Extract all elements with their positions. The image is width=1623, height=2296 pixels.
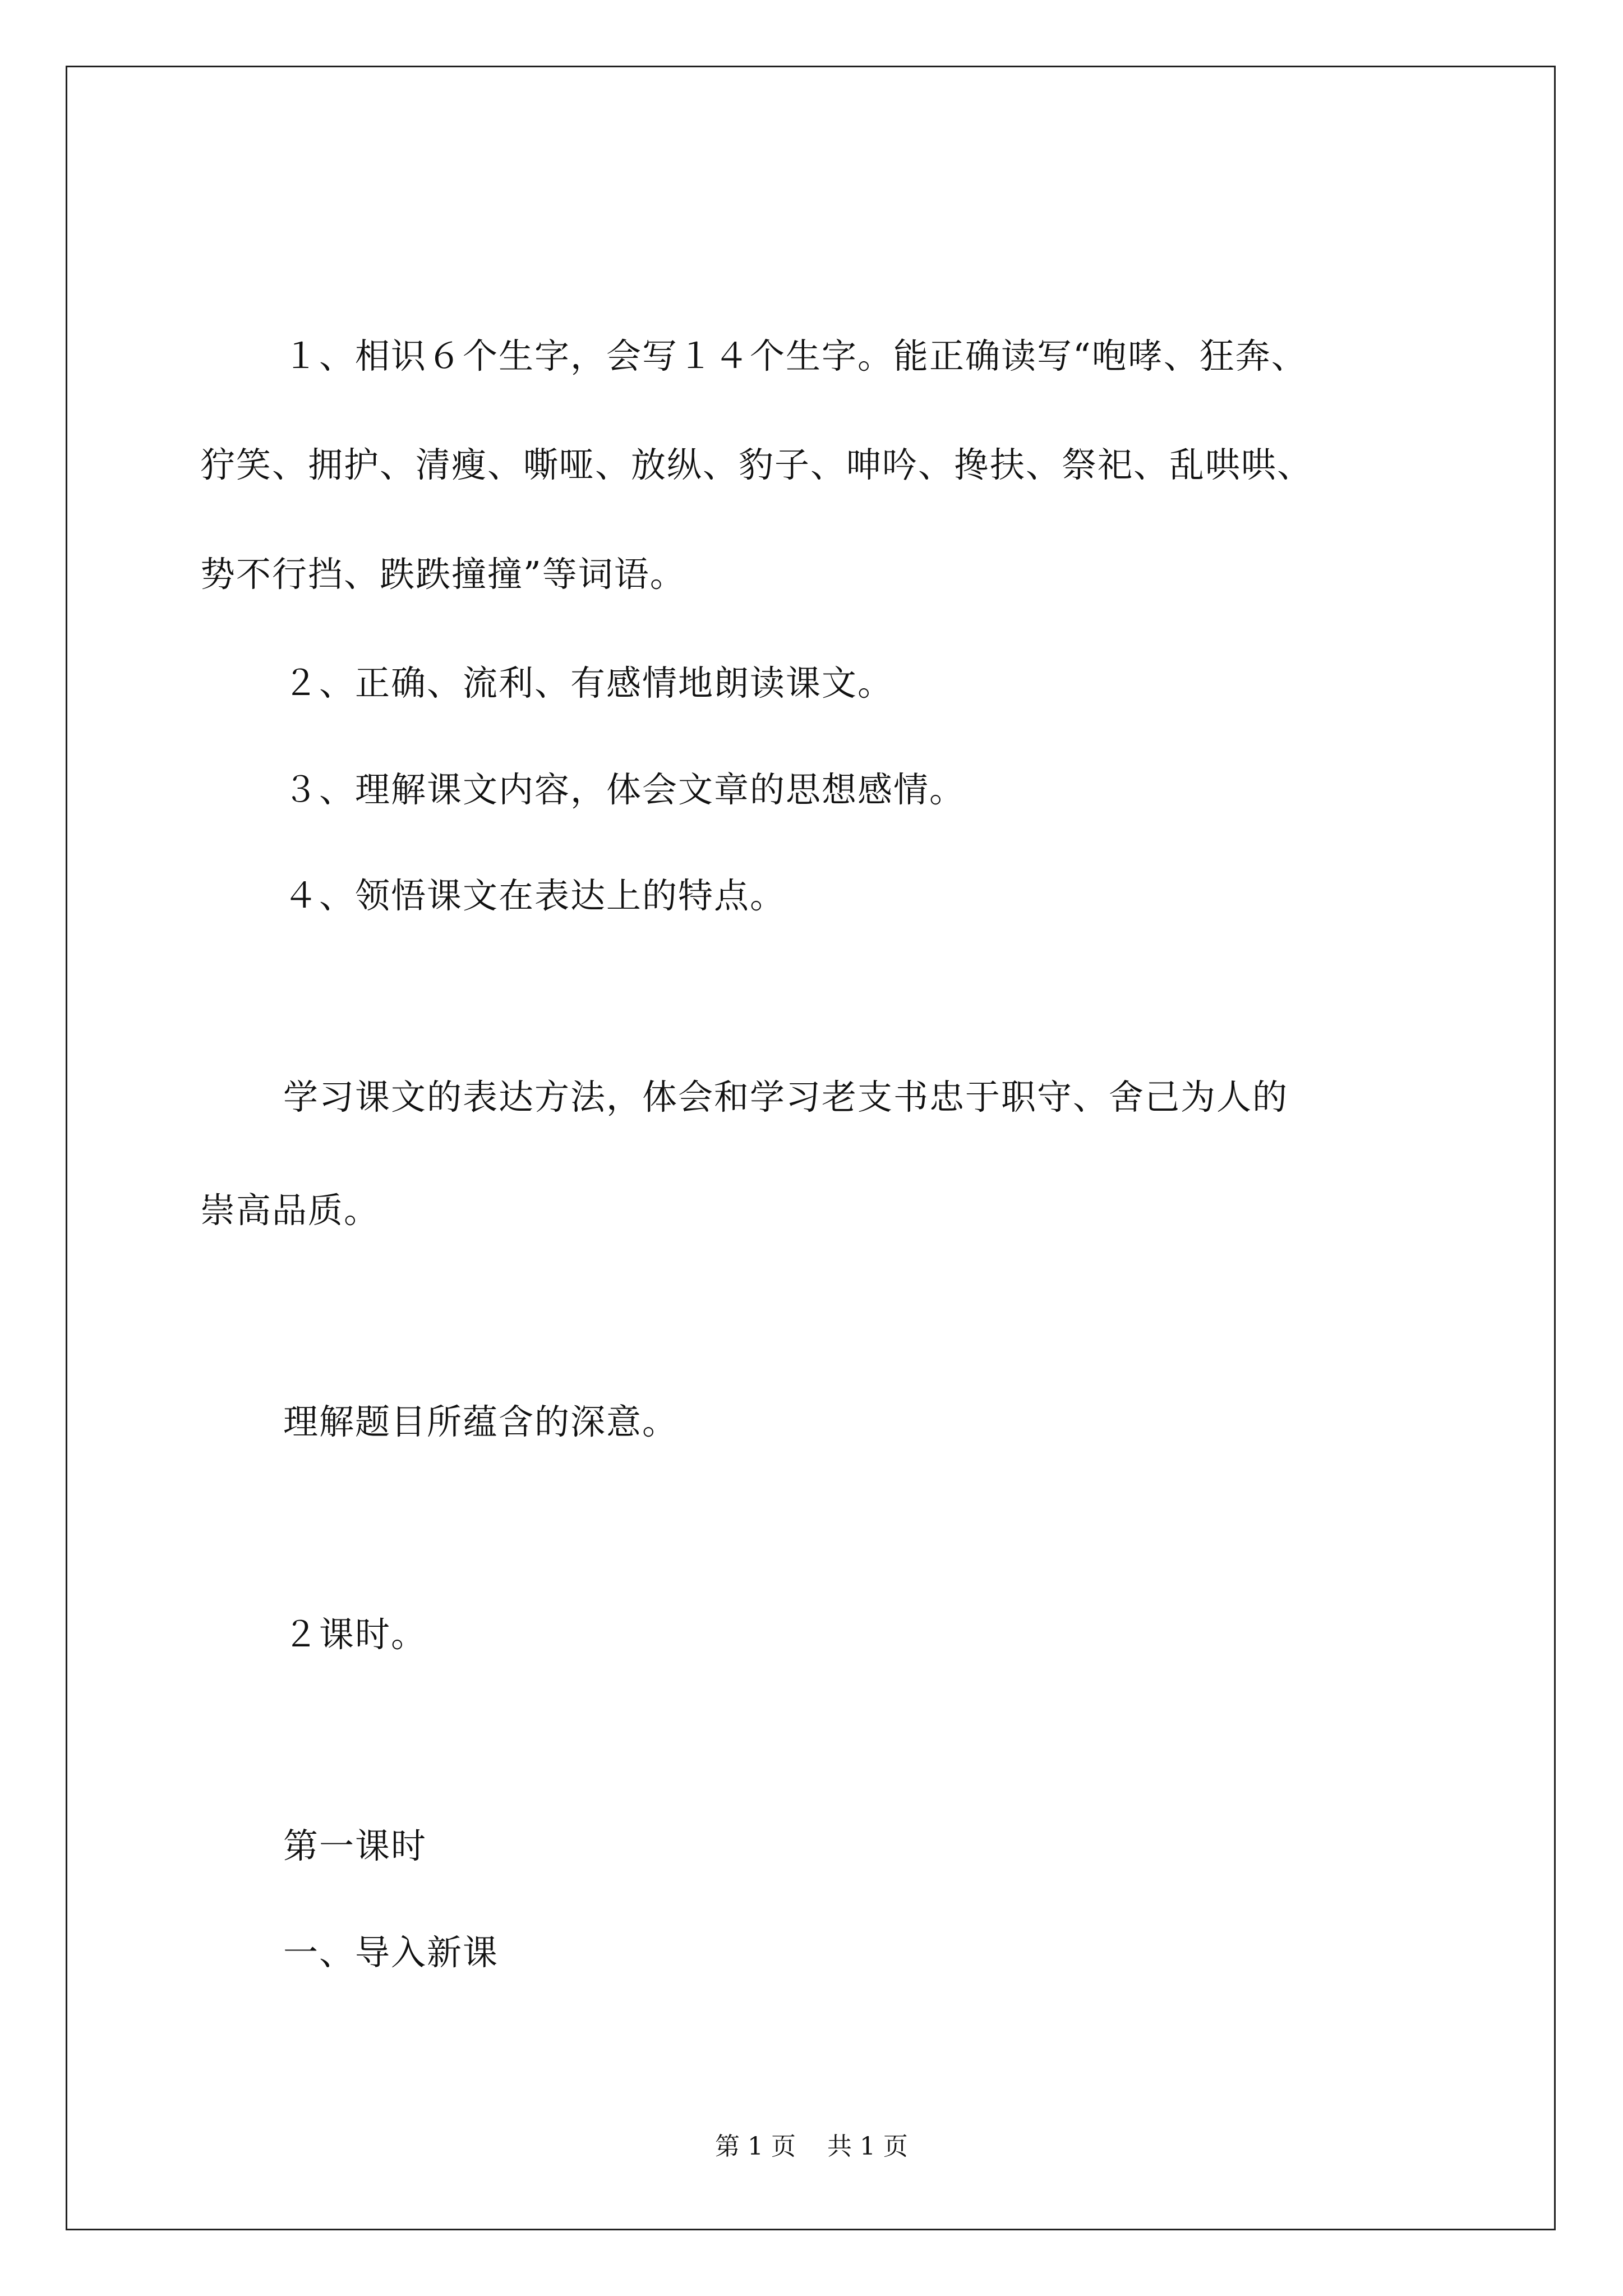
objective-1-line-3: 势不行挡、跌跌撞撞”等词语。 (200, 554, 686, 595)
objective-4: ４、领悟课文在表达上的特点。 (283, 875, 786, 916)
lesson-step-1: 一、导入新课 (283, 1932, 499, 1973)
difficulty-text: 理解题目所蕴含的深意。 (283, 1401, 679, 1442)
page-border (66, 66, 1556, 2230)
key-point-line-1: 学习课文的表达方法，体会和学习老支书忠于职守、舍己为人的 (283, 1076, 1289, 1117)
duration-text: ２课时。 (283, 1614, 427, 1655)
objective-2: ２、正确、流利、有感情地朗读课文。 (283, 662, 894, 703)
objective-1-line-2: 狞笑、拥护、清瘦、嘶哑、放纵、豹子、呻吟、搀扶、祭祀、乱哄哄、 (200, 444, 1313, 485)
page-footer: 第 1 页 共 1 页 (715, 2132, 908, 2161)
objective-1-line-1: １、相识６个生字，会写１４个生字。能正确读写“咆哮、狂奔、 (283, 335, 1307, 376)
key-point-line-2: 崇高品质。 (200, 1190, 380, 1231)
lesson-heading: 第一课时 (283, 1825, 427, 1866)
objective-3: ３、理解课文内容，体会文章的思想感情。 (283, 769, 966, 810)
